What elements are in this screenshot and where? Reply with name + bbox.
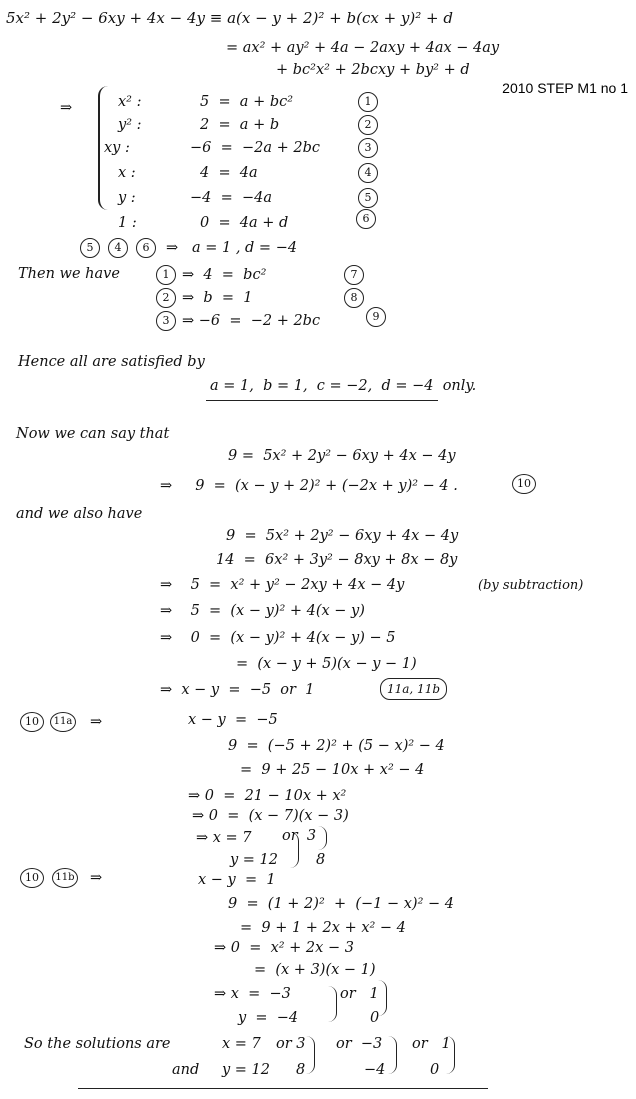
coef-equation: 4 = 4a	[200, 165, 258, 181]
case-a-line-6b: or 3	[282, 828, 317, 844]
final-underline	[78, 1088, 488, 1089]
ref-circle: 1	[156, 265, 176, 285]
equation-number-circle: 8	[344, 288, 364, 308]
solutions-x-rest-2: or −3	[336, 1036, 383, 1052]
solutions-y-rest-1: 8	[296, 1062, 306, 1078]
equation-number-circle: 9	[366, 307, 386, 327]
case-a-line-3: = 9 + 25 − 10x + x² − 4	[240, 762, 425, 778]
also-label: and we also have	[16, 506, 143, 522]
identity-equation: 5x² + 2y² − 6xy + 4x − 4y ≡ a(x − y + 2)² + b(cx + y)² + d	[6, 9, 453, 27]
case-a-brace-2	[318, 826, 327, 850]
case-b-line-7b: 0	[370, 1010, 380, 1026]
coef-equation: 2 = a + b	[200, 117, 280, 133]
case-b-line-4: ⇒ 0 = x² + 2x − 3	[214, 940, 354, 956]
case-b-line-6: ⇒ x = −3	[214, 986, 291, 1002]
then-label: Then we have	[18, 266, 120, 282]
ref-circle-6: 6	[136, 238, 156, 258]
implies-arrow: ⇒	[60, 100, 73, 116]
solutions-brace-3	[446, 1036, 455, 1074]
ref-circle-5: 5	[80, 238, 100, 258]
case-b-line-3: = 9 + 1 + 2x + x² − 4	[240, 920, 406, 936]
ref-circle-11b: 11b	[52, 868, 78, 888]
ref-circle-10: 10	[20, 712, 44, 732]
case-b-line-2: 9 = (1 + 2)² + (−1 − x)² − 4	[228, 896, 454, 912]
coef-equation: 0 = 4a + d	[200, 215, 289, 231]
coef-term: y :	[118, 190, 136, 206]
also-line-4: ⇒ 5 = (x − y)² + 4(x − y)	[160, 603, 365, 619]
nowsay-line-2: ⇒ 9 = (x − y + 2)² + (−2x + y)² − 4 .	[160, 478, 458, 494]
solutions-x-rest-3: or 1	[412, 1036, 451, 1052]
solutions-label: So the solutions are	[24, 1036, 171, 1052]
satisfied-label: Hence all are satisfied by	[18, 354, 205, 370]
also-line-2: 14 = 6x² + 3y² − 8xy + 8x − 8y	[216, 552, 458, 568]
coef-equation: −4 = −4a	[190, 190, 272, 206]
equation-number-circle: 10	[512, 474, 536, 494]
also-line-1: 9 = 5x² + 2y² − 6xy + 4x − 4y	[226, 528, 459, 544]
case-a-line-2: 9 = (−5 + 2)² + (5 − x)² − 4	[228, 738, 445, 754]
solutions-y: y = 12	[222, 1062, 271, 1078]
coef-term: 1 :	[118, 215, 137, 231]
case-b-brace-2	[378, 980, 387, 1016]
solutions-brace-1	[306, 1036, 315, 1074]
solutions-x: x = 7	[222, 1036, 261, 1052]
case-b-line-7: y = −4	[238, 1010, 299, 1026]
satisfied-values: a = 1, b = 1, c = −2, d = −4 only.	[210, 378, 477, 394]
equation-number-circle: 6	[356, 209, 376, 229]
coef-term: x :	[118, 165, 136, 181]
coef-term: xy :	[104, 140, 130, 156]
case-b-line-5: = (x + 3)(x − 1)	[254, 962, 376, 978]
case-a-line-6: ⇒ x = 7	[196, 830, 252, 846]
case-a-brace	[290, 832, 299, 868]
ref-circle-11a: 11a	[50, 712, 76, 732]
equation-number-circle: 4	[358, 163, 378, 183]
solutions-x-rest-1: or 3	[276, 1036, 306, 1052]
equation-number-circle: 5	[358, 188, 378, 208]
case-b-line-1: x − y = 1	[198, 872, 276, 888]
solutions-y-rest-2: −4	[364, 1062, 386, 1078]
solutions-y-rest-3: 0	[430, 1062, 440, 1078]
then-equation: ⇒ −6 = −2 + 2bc	[182, 313, 321, 329]
case-a-line-7b: 8	[316, 852, 326, 868]
also-line-3: ⇒ 5 = x² + y² − 2xy + 4x − 4y	[160, 577, 405, 593]
expansion-line-1: = ax² + ay² + 4a − 2axy + 4ax − 4ay	[226, 40, 500, 56]
case-b-arrow: ⇒	[90, 870, 103, 886]
ref-circle-10: 10	[20, 868, 44, 888]
equation-number-circle: 3	[358, 138, 378, 158]
solutions-and: and	[172, 1062, 200, 1078]
also-line-6: = (x − y + 5)(x − y − 1)	[236, 656, 417, 672]
case-a-line-4: ⇒ 0 = 21 − 10x + x²	[188, 788, 347, 804]
case-b-line-6b: or 1	[340, 986, 379, 1002]
coef-equation: −6 = −2a + 2bc	[190, 140, 320, 156]
coef-term: x² :	[118, 94, 142, 110]
equation-number-circle: 2	[358, 115, 378, 135]
case-a-line-1: x − y = −5	[188, 712, 278, 728]
expansion-line-2: + bc²x² + 2bcxy + by² + d	[276, 62, 470, 78]
then-equation: ⇒ b = 1	[182, 290, 253, 306]
also-line-7: ⇒ x − y = −5 or 1	[160, 682, 315, 698]
case-a-line-5: ⇒ 0 = (x − 7)(x − 3)	[192, 808, 349, 824]
coef-equation: 5 = a + bc²	[200, 94, 294, 110]
ref-circle-4: 4	[108, 238, 128, 258]
deduce-a-d: ⇒ a = 1 , d = −4	[166, 240, 298, 256]
case-b-brace	[328, 986, 337, 1022]
coef-term: y² :	[118, 117, 142, 133]
case-a-arrow: ⇒	[90, 714, 103, 730]
case-a-line-7: y = 12	[230, 852, 279, 868]
nowsay-label: Now we can say that	[16, 426, 170, 442]
equation-number-circle: 7	[344, 265, 364, 285]
equation-number-circle: 1	[358, 92, 378, 112]
equation-tag-11a-11b: 11a, 11b	[380, 678, 447, 700]
then-equation: ⇒ 4 = bc²	[182, 267, 267, 283]
problem-reference-tag: 2010 STEP M1 no 1	[502, 80, 628, 96]
ref-circle: 3	[156, 311, 176, 331]
satisfied-underline	[206, 400, 438, 401]
also-line-5: ⇒ 0 = (x − y)² + 4(x − y) − 5	[160, 630, 396, 646]
ref-circle: 2	[156, 288, 176, 308]
solutions-brace-2	[388, 1036, 397, 1074]
subtraction-note: (by subtraction)	[478, 578, 584, 593]
nowsay-line-1: 9 = 5x² + 2y² − 6xy + 4x − 4y	[228, 448, 456, 464]
